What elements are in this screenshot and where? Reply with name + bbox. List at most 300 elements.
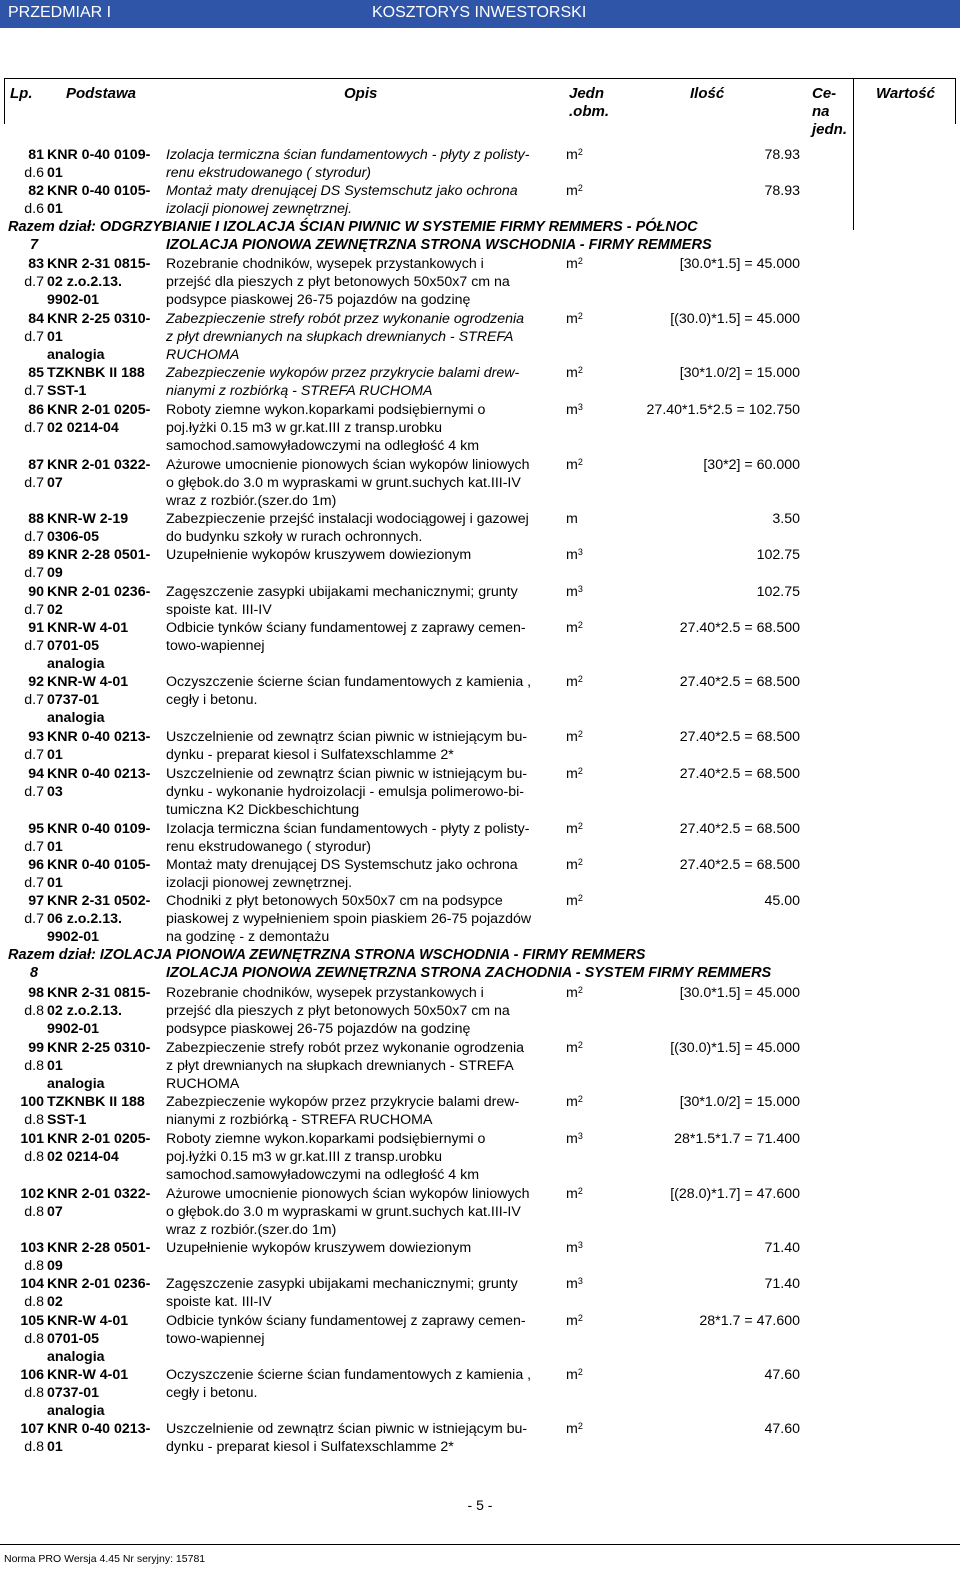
unit-exponent: 3: [577, 584, 583, 594]
row-number: [14, 510, 44, 546]
row-basis: [47, 1093, 165, 1129]
row-basis: [47, 619, 165, 673]
row-subsection: d.7: [24, 329, 44, 345]
row-basis: [47, 765, 165, 801]
unit-text: m: [566, 1367, 578, 1383]
unit-text: m: [566, 857, 578, 873]
unit-exponent: 2: [577, 1313, 583, 1323]
row-quantity: [30*1.0/2] = 15.000: [679, 1094, 800, 1110]
section-total-1: Razem dział: ODGRZYBIANIE I IZOLACJA ŚCIAN PIWNIC W SYSTEMIE FIRMY REMMERS - PÓŁNOC: [8, 219, 698, 235]
description-line: Izolacja termiczna ścian fundamentowych - płyty z polisty-: [166, 821, 530, 837]
row-basis: [47, 856, 165, 892]
description-line: dynku - wykonanie hydroizolacji - emulsja polimerowo-bi-: [166, 784, 524, 800]
row-subsection: d.8: [24, 1204, 44, 1220]
row-lp: 82: [28, 183, 44, 199]
description-line: Zabezpieczenie strefy robót przez wykonanie ogrodzenia: [166, 1040, 525, 1056]
row-quantity: 28*1.5*1.7 = 71.400: [674, 1131, 800, 1147]
basis-line: analogia: [47, 1403, 105, 1419]
row-basis: [47, 820, 165, 856]
basis-line: KNR 0-40 0213-: [47, 729, 151, 745]
row-quantity: 45.00: [764, 893, 800, 909]
description-line: Uszczelnienie od zewnątrz ścian piwnic w istniejącym bu-: [166, 729, 528, 745]
basis-line: 01: [47, 747, 63, 763]
row-lp: 106: [20, 1367, 44, 1383]
row-basis: [47, 1420, 165, 1456]
basis-line: KNR 2-01 0205-: [47, 402, 151, 418]
unit-text: m: [566, 821, 578, 837]
description-line: Zagęszczenie zasypki ubijakami mechanicznymi; grunty: [166, 584, 518, 600]
basis-line: KNR 2-01 0205-: [47, 1131, 151, 1147]
description-line: renu ekstrudowanego ( styrodur): [166, 165, 372, 181]
unit-exponent: 2: [577, 365, 583, 375]
section-total-2: Razem dział: IZOLACJA PIONOWA ZEWNĘTRZNA STRONA WSCHODNIA - FIRMY REMMERS: [8, 947, 646, 963]
basis-line: 0737-01: [47, 692, 100, 708]
row-lp: 85: [28, 365, 44, 381]
description-line: renu ekstrudowanego ( styrodur): [166, 839, 372, 855]
description-line: samochod.samowyładowczymi na odległość 4 km: [166, 1167, 480, 1183]
row-number: [14, 673, 44, 709]
row-lp: 93: [28, 729, 44, 745]
description-line: piaskowej z wypełnieniem spoin piaskiem 26-75 pojazdów: [166, 911, 532, 927]
row-quantity: 27.40*2.5 = 68.500: [679, 674, 800, 690]
row-lp: 87: [28, 457, 44, 473]
description-line: tumiczna K2 Dickbeschichtung: [166, 802, 360, 818]
description-line: Izolacja termiczna ścian fundamentowych - płyty z polisty-: [166, 147, 530, 163]
unit-text: m: [566, 1131, 578, 1147]
row-subsection: d.8: [24, 1058, 44, 1074]
unit-exponent: 2: [577, 1367, 583, 1377]
row-lp: 101: [20, 1131, 44, 1147]
description-line: izolacji pionowej zewnętrznej.: [166, 875, 353, 891]
basis-line: KNR 0-40 0213-: [47, 766, 151, 782]
basis-line: 01: [47, 1058, 63, 1074]
row-description: [166, 583, 566, 619]
description-line: podsypce piaskowej 26-75 pojazdów na godzinę: [166, 1021, 471, 1037]
description-line: spoiste kat. III-IV: [166, 1294, 272, 1310]
unit-text: m: [566, 147, 578, 163]
row-subsection: d.8: [24, 1258, 44, 1274]
unit-text: m: [566, 511, 578, 527]
basis-line: KNR 0-40 0213-: [47, 1421, 151, 1437]
description-line: spoiste kat. III-IV: [166, 602, 272, 618]
row-subsection: d.7: [24, 638, 44, 654]
row-lp: 102: [20, 1186, 44, 1202]
basis-line: 01: [47, 875, 63, 891]
basis-line: analogia: [47, 347, 105, 363]
description-line: towo-wapiennej: [166, 638, 265, 654]
row-description: [166, 820, 566, 856]
row-quantity: 27.40*1.5*2.5 = 102.750: [646, 402, 800, 418]
col-wartosc: Wartość: [876, 85, 935, 102]
unit-text: m: [566, 729, 578, 745]
col-ilosc: Ilość: [690, 85, 725, 102]
basis-line: 02 z.o.2.13.: [47, 274, 122, 290]
description-line: z płyt drewnianych na słupkach drewnianych - STREFA: [166, 1058, 514, 1074]
description-line: Oczyszczenie ścierne ścian fundamentowych z kamienia ,: [166, 674, 532, 690]
row-lp: 96: [28, 857, 44, 873]
basis-line: 01: [47, 1439, 63, 1455]
unit-exponent: 2: [577, 1040, 583, 1050]
row-subsection: d.7: [24, 529, 44, 545]
row-basis: [47, 728, 165, 764]
unit-exponent: 2: [577, 1186, 583, 1196]
basis-line: analogia: [47, 656, 105, 672]
basis-line: 02: [47, 602, 63, 618]
basis-line: SST-1: [47, 383, 87, 399]
row-number: [14, 182, 44, 218]
unit-text: m: [566, 893, 578, 909]
description-line: samochod.samowyładowczymi na odległość 4 km: [166, 438, 480, 454]
basis-line: 03: [47, 784, 63, 800]
description-line: Odbicie tynków ściany fundamentowej z zaprawy cemen-: [166, 620, 526, 636]
basis-line: KNR-W 4-01: [47, 620, 129, 636]
row-description: [166, 619, 566, 655]
header-left-title: PRZEDMIAR I: [8, 4, 112, 21]
unit-text: m: [566, 183, 578, 199]
row-quantity: 27.40*2.5 = 68.500: [679, 766, 800, 782]
description-line: poj.łyżki 0.15 m3 w gr.kat.III z transp.urobku: [166, 420, 442, 436]
row-number: [14, 1366, 44, 1402]
basis-line: SST-1: [47, 1112, 87, 1128]
row-subsection: d.7: [24, 383, 44, 399]
row-lp: 86: [28, 402, 44, 418]
row-basis: [47, 1239, 165, 1275]
row-basis: [47, 182, 165, 218]
unit-exponent: 2: [577, 1421, 583, 1431]
row-lp: 91: [28, 620, 44, 636]
description-line: z płyt drewnianych na słupkach drewnianych - STREFA: [166, 329, 514, 345]
row-quantity: [30*2] = 60.000: [703, 457, 800, 473]
row-description: [166, 984, 566, 1038]
row-subsection: d.7: [24, 784, 44, 800]
row-number: [14, 546, 44, 582]
row-description: [166, 364, 566, 400]
row-description: [166, 510, 566, 546]
row-quantity: 27.40*2.5 = 68.500: [679, 821, 800, 837]
row-quantity: [30.0*1.5] = 45.000: [679, 256, 800, 272]
unit-text: m: [566, 1421, 578, 1437]
row-number: [14, 1420, 44, 1456]
unit-text: m: [566, 311, 578, 327]
footer-divider: [0, 1544, 960, 1545]
unit-text: m: [566, 766, 578, 782]
col-lp: Lp.: [10, 85, 33, 102]
basis-line: analogia: [47, 710, 105, 726]
unit-exponent: 2: [577, 311, 583, 321]
unit-exponent: 2: [577, 821, 583, 831]
row-basis: [47, 673, 165, 727]
unit-exponent: 3: [577, 1240, 583, 1250]
basis-line: 9902-01: [47, 292, 100, 308]
unit-exponent: 2: [577, 674, 583, 684]
description-line: Roboty ziemne wykon.koparkami podsiębiernymi o: [166, 402, 486, 418]
row-description: [166, 892, 566, 946]
basis-line: 0306-05: [47, 529, 100, 545]
row-subsection: d.8: [24, 1003, 44, 1019]
unit-text: m: [566, 256, 578, 272]
unit-text: m: [566, 365, 578, 381]
row-lp: 100: [20, 1094, 44, 1110]
basis-line: 0737-01: [47, 1385, 100, 1401]
basis-line: KNR 2-28 0501-: [47, 1240, 151, 1256]
basis-line: KNR-W 4-01: [47, 1313, 129, 1329]
row-number: [14, 1039, 44, 1075]
unit-exponent: 2: [577, 620, 583, 630]
row-quantity: 28*1.7 = 47.600: [699, 1313, 800, 1329]
unit-text: m: [566, 457, 578, 473]
row-basis: [47, 1366, 165, 1420]
row-description: [166, 1275, 566, 1311]
row-basis: [47, 1312, 165, 1366]
basis-line: 01: [47, 329, 63, 345]
basis-line: KNR 0-40 0105-: [47, 857, 151, 873]
row-lp: 95: [28, 821, 44, 837]
section-number-7: 7: [30, 237, 39, 253]
row-description: [166, 765, 566, 819]
row-number: [14, 1185, 44, 1221]
row-quantity: 71.40: [764, 1276, 800, 1292]
row-subsection: d.7: [24, 747, 44, 763]
basis-line: 9902-01: [47, 1021, 100, 1037]
basis-line: analogia: [47, 1076, 105, 1092]
unit-exponent: 2: [577, 729, 583, 739]
row-description: [166, 673, 566, 709]
row-number: [14, 1093, 44, 1129]
basis-line: 09: [47, 565, 63, 581]
description-line: na godzinę - z demontażu: [166, 929, 330, 945]
basis-line: 02 0214-04: [47, 1149, 119, 1165]
row-number: [14, 456, 44, 492]
row-quantity: 47.60: [764, 1421, 800, 1437]
unit-text: m: [566, 1276, 578, 1292]
row-description: [166, 1185, 566, 1239]
row-number: [14, 1130, 44, 1166]
col-podstawa: Podstawa: [66, 85, 137, 102]
unit-text: m: [566, 1240, 578, 1256]
description-line: izolacji pionowej zewnętrznej.: [166, 201, 353, 217]
row-subsection: d.6: [24, 201, 44, 217]
row-number: [14, 892, 44, 928]
description-line: Roboty ziemne wykon.koparkami podsiębiernymi o: [166, 1131, 486, 1147]
row-subsection: d.7: [24, 602, 44, 618]
unit-exponent: 2: [577, 183, 583, 193]
row-lp: 99: [28, 1040, 44, 1056]
row-subsection: d.7: [24, 839, 44, 855]
row-quantity: 102.75: [756, 547, 800, 563]
row-number: [14, 1275, 44, 1311]
row-subsection: d.6: [24, 165, 44, 181]
unit-exponent: 2: [577, 857, 583, 867]
unit-text: m: [566, 620, 578, 636]
header-right-title: KOSZTORYS INWESTORSKI: [372, 4, 587, 21]
description-line: Uzupełnienie wykopów kruszywem dowiezionym: [166, 547, 472, 563]
description-line: Uszczelnienie od zewnątrz ścian piwnic w istniejącym bu-: [166, 766, 528, 782]
row-subsection: d.7: [24, 475, 44, 491]
unit-exponent: 2: [577, 766, 583, 776]
description-line: RUCHOMA: [166, 347, 240, 363]
unit-exponent: 2: [577, 147, 583, 157]
description-line: Zabezpieczenie wykopów przez przykrycie balami drew-: [166, 1094, 520, 1110]
row-quantity: 27.40*2.5 = 68.500: [679, 729, 800, 745]
description-line: o głębok.do 3.0 m wypraskami w grunt.suchych kat.III-IV: [166, 475, 521, 491]
row-quantity: 27.40*2.5 = 68.500: [679, 857, 800, 873]
basis-line: 02 0214-04: [47, 420, 119, 436]
row-description: [166, 146, 566, 182]
description-line: wraz z rozbiór.(szer.do 1m): [166, 493, 337, 509]
row-quantity: 102.75: [756, 584, 800, 600]
row-description: [166, 856, 566, 892]
footer-software: Norma PRO Wersja 4.45 Nr seryjny: 15781: [4, 1553, 206, 1565]
row-description: [166, 1420, 566, 1456]
basis-line: KNR-W 2-19: [47, 511, 129, 527]
basis-line: KNR-W 4-01: [47, 674, 129, 690]
row-basis: [47, 1185, 165, 1221]
basis-line: analogia: [47, 1349, 105, 1365]
row-lp: 81: [28, 147, 44, 163]
description-line: Rozebranie chodników, wysepek przystankowych i: [166, 256, 484, 272]
row-description: [166, 1312, 566, 1348]
row-quantity: 78.93: [764, 147, 800, 163]
description-line: RUCHOMA: [166, 1076, 240, 1092]
basis-line: TZKNBK II 188: [47, 1094, 145, 1110]
basis-line: TZKNBK II 188: [47, 365, 145, 381]
row-lp: 84: [28, 311, 44, 327]
row-description: [166, 310, 566, 364]
description-line: Montaż maty drenującej DS Systemschutz jako ochrona: [166, 857, 518, 873]
col-opis: Opis: [344, 85, 378, 102]
row-subsection: d.7: [24, 565, 44, 581]
row-subsection: d.8: [24, 1112, 44, 1128]
unit-text: m: [566, 402, 578, 418]
basis-line: KNR 2-01 0322-: [47, 457, 151, 473]
unit-text: m: [566, 985, 578, 1001]
unit-exponent: 2: [577, 893, 583, 903]
row-number: [14, 1312, 44, 1348]
row-quantity: 78.93: [764, 183, 800, 199]
section-number-8: 8: [30, 965, 39, 981]
description-line: Oczyszczenie ścierne ścian fundamentowych z kamienia ,: [166, 1367, 532, 1383]
row-quantity: 47.60: [764, 1367, 800, 1383]
description-line: Ażurowe umocnienie pionowych ścian wykopów liniowych: [166, 457, 530, 473]
row-quantity: 71.40: [764, 1240, 800, 1256]
description-line: Rozebranie chodników, wysepek przystankowych i: [166, 985, 484, 1001]
top-bar: [0, 0, 960, 28]
unit-text: m: [566, 1186, 578, 1202]
basis-line: KNR-W 4-01: [47, 1367, 129, 1383]
row-number: [14, 820, 44, 856]
row-number: [14, 984, 44, 1020]
unit-text: m: [566, 1040, 578, 1056]
row-quantity: [30.0*1.5] = 45.000: [679, 985, 800, 1001]
row-number: [14, 146, 44, 182]
row-number: [14, 1239, 44, 1275]
row-lp: 90: [28, 584, 44, 600]
col-jedn: Jedn .obm.: [569, 85, 609, 120]
row-number: [14, 310, 44, 346]
basis-line: 0701-05: [47, 1331, 100, 1347]
description-line: Zabezpieczenie przejść instalacji wodociągowej i gazowej: [166, 511, 529, 527]
description-line: Montaż maty drenującej DS Systemschutz jako ochrona: [166, 183, 518, 199]
basis-line: KNR 2-31 0815-: [47, 256, 151, 272]
col-cena: Ce- na jedn.: [812, 85, 848, 138]
row-basis: [47, 1039, 165, 1093]
description-line: nianymi z rozbiórką - STREFA RUCHOMA: [166, 383, 433, 399]
row-number: [14, 765, 44, 801]
row-lp: 107: [20, 1421, 44, 1437]
basis-line: KNR 0-40 0109-: [47, 147, 151, 163]
row-quantity: [(30.0)*1.5] = 45.000: [670, 311, 800, 327]
basis-line: KNR 0-40 0109-: [47, 821, 151, 837]
unit-exponent: 2: [577, 457, 583, 467]
row-subsection: d.7: [24, 911, 44, 927]
basis-line: 07: [47, 475, 63, 491]
row-description: [166, 401, 566, 455]
description-line: nianymi z rozbiórką - STREFA RUCHOMA: [166, 1112, 433, 1128]
basis-line: 01: [47, 839, 63, 855]
row-subsection: d.7: [24, 875, 44, 891]
basis-line: 9902-01: [47, 929, 100, 945]
row-number: [14, 856, 44, 892]
row-basis: [47, 401, 165, 437]
basis-line: KNR 2-28 0501-: [47, 547, 151, 563]
row-number: [14, 255, 44, 291]
row-lp: 89: [28, 547, 44, 563]
row-quantity: [(30.0)*1.5] = 45.000: [670, 1040, 800, 1056]
description-line: towo-wapiennej: [166, 1331, 265, 1347]
unit-exponent: 3: [577, 1276, 583, 1286]
row-basis: [47, 1130, 165, 1166]
row-quantity: [(28.0)*1.7] = 47.600: [670, 1186, 800, 1202]
unit-exponent: 3: [577, 547, 583, 557]
row-lp: 88: [28, 511, 44, 527]
basis-line: 06 z.o.2.13.: [47, 911, 122, 927]
unit-text: m: [566, 584, 578, 600]
row-basis: [47, 546, 165, 582]
row-subsection: d.8: [24, 1331, 44, 1347]
row-description: [166, 1366, 566, 1402]
basis-line: KNR 2-01 0236-: [47, 1276, 151, 1292]
unit-exponent: 2: [577, 1094, 583, 1104]
description-line: podsypce piaskowej 26-75 pojazdów na godzinę: [166, 292, 471, 308]
row-lp: 103: [20, 1240, 44, 1256]
row-number: [14, 619, 44, 655]
basis-line: KNR 2-25 0310-: [47, 1040, 151, 1056]
basis-line: KNR 2-01 0236-: [47, 584, 151, 600]
basis-line: 09: [47, 1258, 63, 1274]
description-line: przejść dla pieszych z płyt betonowych 50x50x7 cm na: [166, 274, 510, 290]
row-description: [166, 456, 566, 510]
row-subsection: d.8: [24, 1294, 44, 1310]
description-line: poj.łyżki 0.15 m3 w gr.kat.III z transp.urobku: [166, 1149, 442, 1165]
description-line: Chodniki z płyt betonowych 50x50x7 cm na podsypce: [166, 893, 503, 909]
unit-exponent: 2: [577, 256, 583, 266]
unit-text: m: [566, 1094, 578, 1110]
description-line: Uszczelnienie od zewnątrz ścian piwnic w istniejącym bu-: [166, 1421, 528, 1437]
row-quantity: [30*1.0/2] = 15.000: [679, 365, 800, 381]
page-number: - 5 -: [467, 1497, 493, 1513]
row-description: [166, 728, 566, 764]
row-description: [166, 1239, 566, 1257]
row-lp: 94: [28, 766, 44, 782]
description-line: o głębok.do 3.0 m wypraskami w grunt.suchych kat.III-IV: [166, 1204, 521, 1220]
row-quantity: 27.40*2.5 = 68.500: [679, 620, 800, 636]
row-basis: [47, 583, 165, 619]
basis-line: 01: [47, 165, 63, 181]
row-description: [166, 546, 566, 564]
row-number: [14, 364, 44, 400]
basis-line: KNR 2-01 0322-: [47, 1186, 151, 1202]
row-basis: [47, 456, 165, 492]
